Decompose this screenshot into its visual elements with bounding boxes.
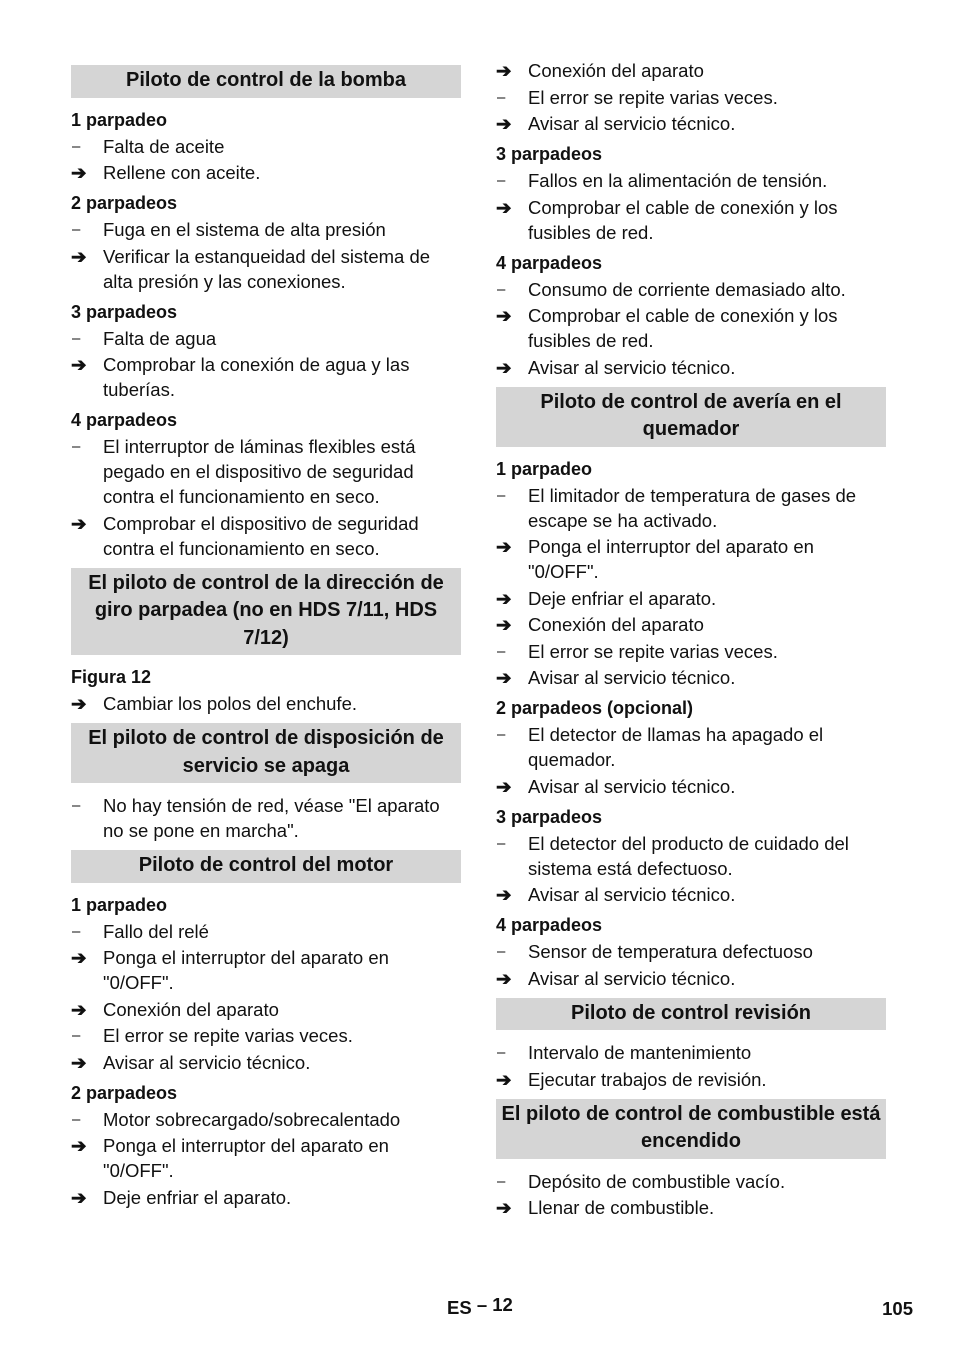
cause-item: [71, 326, 461, 351]
cause-item: [496, 939, 886, 964]
item-text: Fallos en la alimentación de tensión.: [528, 170, 828, 191]
arrow-right-icon: ➔: [496, 967, 512, 989]
action-item: [496, 111, 886, 136]
section-heading: Piloto de control revisión: [496, 998, 886, 1031]
dash-icon: –: [497, 943, 506, 960]
arrow-right-icon: ➔: [71, 245, 87, 267]
right-column: [496, 58, 886, 1222]
arrow-right-icon: ➔: [496, 536, 512, 557]
section-heading: El piloto de control de la dirección de giro parpadea (no en HDS 7/11, HDS 7/12): [71, 568, 461, 656]
item-text: Ponga el interruptor del aparato en "0/OFF".: [528, 536, 814, 582]
arrow-right-icon: ➔: [71, 1135, 87, 1156]
cause-item: [496, 168, 886, 193]
subheading: 4 parpadeos: [496, 915, 603, 935]
dash-icon: –: [72, 221, 81, 238]
cause-item: [71, 1107, 461, 1132]
cause-item: [496, 277, 886, 302]
cause-item: [496, 1169, 886, 1194]
arrow-right-icon: ➔: [496, 305, 512, 326]
arrow-right-icon: ➔: [71, 162, 87, 183]
dash-icon: –: [497, 834, 506, 852]
action-item: [496, 1067, 886, 1092]
arrow-right-icon: ➔: [71, 947, 87, 968]
arrow-right-icon: ➔: [71, 512, 87, 534]
dash-icon: –: [72, 329, 81, 347]
item-text: El detector del producto de cuidado del sistema está defectuoso.: [528, 832, 849, 879]
item-text: Avisar al servicio técnico.: [528, 884, 736, 905]
subheading: 1 parpadeo: [71, 109, 168, 130]
item-text: Intervalo de mantenimiento: [528, 1042, 752, 1063]
arrow-right-icon: ➔: [71, 1051, 87, 1073]
action-item: [71, 1185, 461, 1210]
arrow-right-icon: ➔: [496, 1068, 512, 1090]
arrow-right-icon: ➔: [71, 693, 87, 714]
arrow-right-icon: ➔: [496, 587, 512, 609]
dash-icon: –: [72, 1027, 81, 1044]
item-text: Avisar al servicio técnico.: [528, 113, 736, 134]
cause-item: [71, 919, 461, 944]
item-text: Conexión del aparato: [528, 614, 704, 635]
item-text: Consumo de corriente demasiado alto.: [528, 278, 846, 300]
item-text: El error se repite varias veces.: [528, 86, 778, 108]
section-heading: El piloto de control de combustible está encendido: [496, 1099, 886, 1159]
cause-item: [496, 85, 886, 110]
cause-item: [496, 722, 886, 772]
item-text: Falta de aceite: [103, 135, 225, 157]
arrow-right-icon: ➔: [496, 196, 512, 218]
item-text: Avisar al servicio técnico.: [528, 356, 736, 378]
subheading: 4 parpadeos: [496, 252, 603, 273]
arrow-right-icon: ➔: [496, 667, 512, 688]
subheading: 4 parpadeos: [71, 410, 178, 430]
dash-icon: –: [72, 438, 81, 455]
item-text: Sensor de temperatura defectuoso: [528, 941, 813, 962]
action-item: [496, 966, 886, 991]
arrow-right-icon: ➔: [496, 775, 512, 797]
dash-icon: –: [72, 922, 81, 940]
cause-item: [496, 831, 886, 881]
item-text: Deje enfriar el aparato.: [528, 587, 717, 609]
subheading: 3 parpadeos: [496, 806, 603, 827]
arrow-right-icon: ➔: [496, 60, 512, 81]
subheading: 3 parpadeos: [496, 144, 603, 164]
dash-icon: –: [497, 280, 506, 298]
action-item: [71, 997, 461, 1022]
item-text: El error se repite varias veces.: [528, 640, 778, 662]
item-text: Llenar de combustible.: [528, 1197, 715, 1218]
arrow-right-icon: ➔: [71, 354, 87, 375]
subheading: 2 parpadeos: [71, 193, 178, 213]
dash-icon: –: [72, 797, 81, 814]
item-text: Avisar al servicio técnico.: [528, 667, 736, 688]
action-item: [496, 612, 886, 637]
section-heading: Piloto de control del motor: [71, 850, 461, 883]
item-text: Falta de agua: [103, 327, 217, 349]
subheading: Figura 12: [71, 667, 152, 687]
item-text: Cambiar los polos del enchufe.: [103, 693, 358, 714]
cause-item: [496, 483, 886, 533]
item-text: Fuga en el sistema de alta presión: [103, 219, 386, 240]
item-text: Avisar al servicio técnico.: [528, 967, 736, 989]
subheading: 2 parpadeos (opcional): [496, 698, 694, 718]
section-heading: Piloto de control de avería en el quemador: [496, 387, 886, 447]
left-column: [71, 58, 461, 1211]
item-text: El error se repite varias veces.: [103, 1025, 353, 1046]
action-item: [71, 1133, 461, 1183]
item-text: Avisar al servicio técnico.: [103, 1051, 311, 1073]
footer-section-label: [447, 1294, 513, 1319]
dash-icon: –: [497, 172, 506, 189]
subheading: 2 parpadeos: [71, 1082, 178, 1103]
arrow-right-icon: ➔: [71, 998, 87, 1020]
arrow-right-icon: ➔: [496, 1197, 512, 1218]
cause-item: [496, 1040, 886, 1065]
dash-icon: –: [497, 726, 506, 743]
subheading: 1 parpadeo: [71, 894, 168, 915]
action-item: [71, 244, 461, 294]
cause-item: [71, 217, 461, 242]
arrow-right-icon: ➔: [496, 356, 512, 378]
footer-section-page: – 12: [476, 1294, 513, 1315]
action-item: [496, 665, 886, 690]
action-item: [71, 160, 461, 185]
action-item: [496, 586, 886, 611]
action-item: [496, 882, 886, 907]
item-text: El interruptor de láminas flexibles está pegado en el dispositivo de seguridad contra el funcionamiento en seco.: [103, 436, 416, 507]
item-text: Ponga el interruptor del aparato en "0/OFF".: [103, 947, 389, 993]
section-heading: El piloto de control de disposición de servicio se apaga: [71, 723, 461, 783]
action-item: [71, 691, 461, 716]
dash-icon: –: [497, 486, 506, 504]
item-text: Motor sobrecargado/sobrecalentado: [103, 1108, 401, 1130]
cause-item: [71, 1023, 461, 1048]
action-item: [71, 945, 461, 995]
item-text: Conexión del aparato: [103, 998, 279, 1020]
item-text: Rellene con aceite.: [103, 162, 261, 183]
dash-icon: –: [497, 1172, 506, 1190]
footer-language: ES: [447, 1297, 472, 1318]
section-heading: Piloto de control de la bomba: [71, 65, 461, 98]
item-text: Comprobar el cable de conexión y los fusibles de red.: [528, 196, 838, 243]
dash-icon: –: [497, 642, 506, 660]
dash-icon: –: [497, 1044, 506, 1061]
item-text: El limitador de temperatura de gases de escape se ha activado.: [528, 484, 857, 531]
item-text: Comprobar la conexión de agua y las tuberías.: [103, 354, 410, 400]
item-text: Comprobar el cable de conexión y los fusibles de red.: [528, 305, 838, 351]
item-text: El detector de llamas ha apagado el quemador.: [528, 724, 824, 770]
action-item: [71, 511, 461, 561]
page-number: 105: [882, 1298, 913, 1319]
subheading: 1 parpadeo: [496, 458, 593, 479]
item-text: Deje enfriar el aparato.: [103, 1186, 292, 1208]
item-text: Depósito de combustible vacío.: [528, 1170, 786, 1192]
cause-item: [496, 639, 886, 664]
action-item: [496, 303, 886, 353]
item-text: Verificar la estanqueidad del sistema de alta presión y las conexiones.: [103, 245, 431, 292]
subheading: 3 parpadeos: [71, 301, 178, 322]
action-item: [496, 774, 886, 799]
item-text: Avisar al servicio técnico.: [528, 775, 736, 797]
dash-icon: –: [497, 88, 506, 106]
arrow-right-icon: ➔: [496, 614, 512, 635]
item-text: No hay tensión de red, véase "El aparato no se pone en marcha".: [103, 795, 440, 841]
action-item: [496, 1195, 886, 1220]
arrow-right-icon: ➔: [496, 113, 512, 134]
cause-item: [71, 793, 461, 843]
action-item: [496, 195, 886, 245]
action-item: [71, 1050, 461, 1075]
item-text: Ejecutar trabajos de revisión.: [528, 1068, 767, 1090]
item-text: Fallo del relé: [103, 920, 209, 942]
action-item: [71, 352, 461, 402]
dash-icon: –: [72, 137, 81, 155]
arrow-right-icon: ➔: [496, 884, 512, 905]
cause-item: [71, 434, 461, 509]
item-text: Conexión del aparato: [528, 60, 704, 81]
action-item: [496, 534, 886, 584]
action-item: [496, 58, 886, 83]
arrow-right-icon: ➔: [71, 1186, 87, 1208]
dash-icon: –: [72, 1110, 81, 1128]
action-item: [496, 355, 886, 380]
item-text: Comprobar el dispositivo de seguridad contra el funcionamiento en seco.: [103, 512, 419, 559]
cause-item: [71, 134, 461, 159]
item-text: Ponga el interruptor del aparato en "0/OFF".: [103, 1135, 389, 1181]
